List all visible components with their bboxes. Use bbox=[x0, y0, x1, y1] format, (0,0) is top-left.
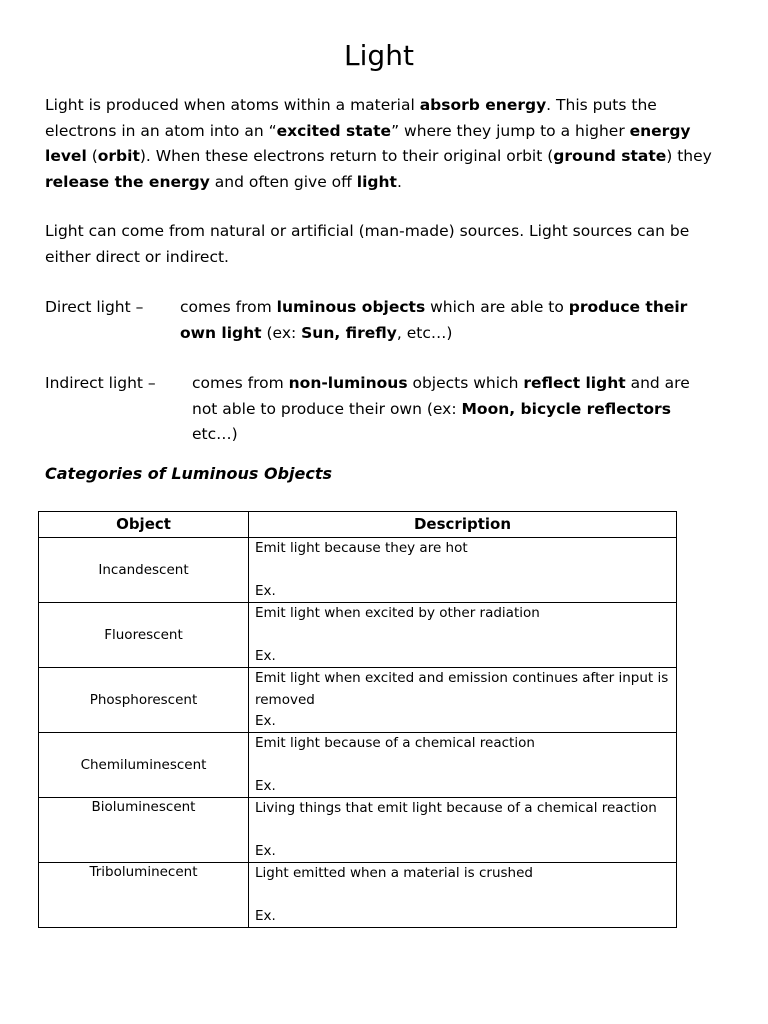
object-name: Phosphorescent bbox=[89, 692, 198, 708]
text: ). When these electrons return to their original orbit ( bbox=[139, 147, 554, 165]
text: ) they bbox=[666, 147, 712, 165]
bold-text: Moon, bicycle reflectors bbox=[461, 399, 671, 418]
description-text: Emit light because they are hot bbox=[255, 540, 468, 556]
example-label: Ex. bbox=[255, 713, 276, 729]
bold-text: light bbox=[356, 172, 397, 191]
text: , etc…) bbox=[396, 323, 453, 342]
text: . bbox=[396, 172, 402, 191]
bold-text: luminous objects bbox=[276, 298, 426, 316]
sources-paragraph: Light can come from natural or artificial (man-made) sources. Light sources can be either direct or indirect. bbox=[45, 222, 690, 266]
example-label: Ex. bbox=[255, 647, 276, 664]
column-header-description: Description bbox=[249, 512, 677, 538]
object-cell bbox=[39, 603, 249, 668]
direct-light-description bbox=[180, 295, 700, 346]
example-label: Ex. bbox=[255, 582, 276, 599]
description-text: Living things that emit light because of a chemical reaction bbox=[255, 800, 657, 816]
bold-text: absorb energy bbox=[419, 96, 547, 114]
text: comes from bbox=[192, 374, 289, 392]
example-label: Ex. bbox=[255, 907, 276, 924]
object-name: Incandescent bbox=[98, 562, 189, 578]
object-cell bbox=[39, 863, 249, 928]
indirect-light-term: Indirect light – bbox=[45, 374, 156, 392]
text: etc…) bbox=[192, 425, 238, 443]
description-text: Emit light when excited by other radiation bbox=[255, 605, 540, 621]
description-cell bbox=[249, 668, 677, 733]
description-text: Emit light when excited and emission continues after input is removed bbox=[255, 670, 669, 708]
direct-light-definition bbox=[45, 295, 713, 347]
bold-text: reflect light bbox=[523, 374, 626, 392]
table-row bbox=[39, 863, 677, 928]
description-cell bbox=[249, 538, 677, 603]
luminous-objects-table bbox=[38, 511, 677, 928]
bold-text: release the energy bbox=[45, 172, 210, 191]
text: objects which bbox=[407, 374, 524, 392]
text: comes from bbox=[180, 298, 277, 316]
bold-text: energy level bbox=[45, 121, 691, 165]
table-header-row bbox=[39, 512, 677, 538]
description-cell bbox=[249, 603, 677, 668]
indirect-light-definition bbox=[45, 371, 713, 449]
object-name: Chemiluminescent bbox=[80, 757, 207, 773]
object-cell bbox=[39, 538, 249, 603]
table-row bbox=[39, 538, 677, 603]
description-cell bbox=[249, 863, 677, 928]
page-title: Light bbox=[344, 39, 414, 72]
bold-text: excited state bbox=[276, 121, 392, 140]
indirect-light-description bbox=[192, 371, 702, 448]
description-cell bbox=[249, 798, 677, 863]
table-row bbox=[39, 668, 677, 733]
description-cell bbox=[249, 733, 677, 798]
bold-text: ground state bbox=[553, 147, 667, 165]
text: and are not able to produce their own (ex: bbox=[192, 374, 690, 418]
column-header-object: Object bbox=[39, 512, 249, 538]
bold-text: orbit bbox=[97, 147, 140, 165]
object-cell bbox=[39, 733, 249, 798]
description-text: Light emitted when a material is crushed bbox=[255, 865, 533, 881]
object-name: Fluorescent bbox=[104, 627, 183, 643]
object-name: Bioluminescent bbox=[91, 799, 196, 815]
example-label: Ex. bbox=[255, 842, 276, 859]
object-cell bbox=[39, 668, 249, 733]
direct-light-term: Direct light – bbox=[45, 298, 144, 316]
text: . This puts the electrons in an atom into an “ bbox=[45, 96, 657, 140]
table-row bbox=[39, 798, 677, 863]
text: and often give off bbox=[209, 172, 357, 191]
text: (ex: bbox=[261, 323, 302, 342]
table-row bbox=[39, 733, 677, 798]
text: Light is produced when atoms within a material bbox=[45, 96, 420, 114]
object-name: Triboluminecent bbox=[89, 864, 198, 880]
bold-text: non-luminous bbox=[288, 374, 408, 392]
table-row bbox=[39, 603, 677, 668]
text: which are able to bbox=[425, 298, 569, 316]
text: ( bbox=[86, 147, 98, 165]
categories-heading: Categories of Luminous Objects bbox=[45, 464, 332, 483]
example-label: Ex. bbox=[255, 777, 276, 794]
bold-text: Sun, firefly bbox=[301, 323, 397, 342]
description-text: Emit light because of a chemical reaction bbox=[255, 735, 535, 751]
intro-paragraph bbox=[45, 93, 713, 195]
text: ” where they jump to a higher bbox=[391, 121, 630, 140]
object-cell bbox=[39, 798, 249, 863]
bold-text: produce their own light bbox=[180, 298, 688, 342]
